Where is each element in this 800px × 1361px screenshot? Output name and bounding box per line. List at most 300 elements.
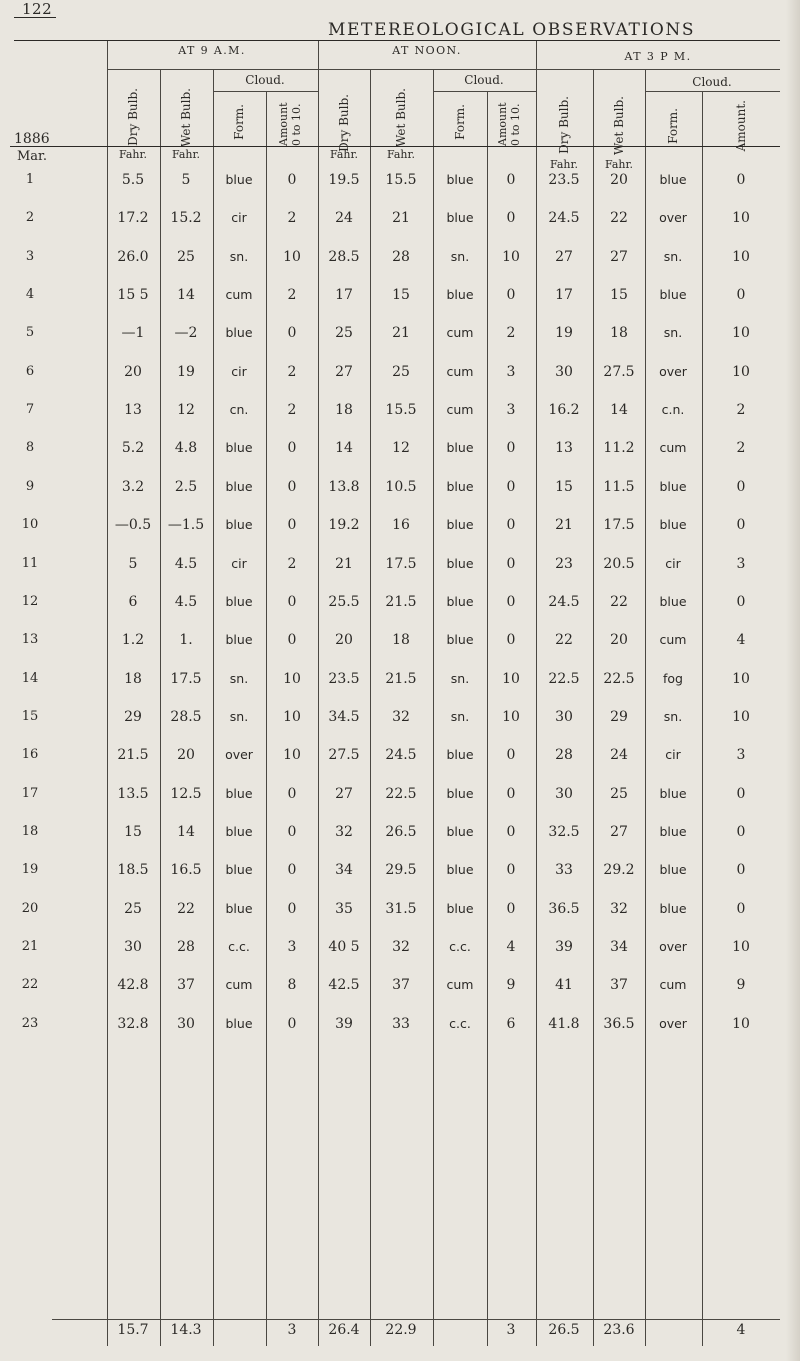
pm-form-cell: cum xyxy=(659,977,687,993)
pm-wet-bulb-cell: 20 xyxy=(610,632,628,649)
noon-dry-bulb-cell: 24 xyxy=(335,210,353,227)
am-dry-bulb-cell: 29 xyxy=(124,708,142,725)
am-wet-bulb-cell: 4.5 xyxy=(174,593,198,610)
table-row xyxy=(0,709,800,739)
noon-form-cell: cum xyxy=(446,402,474,418)
am-amount-cell: 10 xyxy=(283,248,301,265)
pm-dry-bulb-cell: 23 xyxy=(555,555,573,572)
am-form-cell: sn. xyxy=(229,670,249,686)
pm-dry-bulb-cell: 19 xyxy=(555,325,573,342)
pm-form-cell: over xyxy=(659,939,687,954)
day-cell: 5 xyxy=(25,325,35,341)
pm-amount-cell: 0 xyxy=(736,172,746,188)
pm-wet-bulb-cell: 34 xyxy=(610,939,628,955)
noon-form-cell: sn. xyxy=(450,708,470,724)
table-row xyxy=(0,210,800,240)
am-amount-cell: 0 xyxy=(287,900,297,917)
pm-form-cell: blue xyxy=(659,517,687,533)
noon-dry-bulb-cell: 39 xyxy=(335,1015,353,1032)
day-cell: 14 xyxy=(21,670,39,686)
noon-wet-bulb-cell: 25 xyxy=(392,363,410,380)
pm-form-cell: fog xyxy=(663,670,683,686)
header-amount-am: Amount 0 to 10. xyxy=(277,102,303,146)
am-amount-cell: 0 xyxy=(287,593,297,610)
noon-form-cell: blue xyxy=(446,555,474,571)
total-dry-noon: 26.4 xyxy=(328,1322,360,1338)
header-amount-noon: Amount 0 to 10. xyxy=(496,102,522,146)
noon-dry-bulb-cell: 13.8 xyxy=(328,478,360,495)
am-dry-bulb-cell: 32.8 xyxy=(117,1015,149,1032)
noon-wet-bulb-cell: 29.5 xyxy=(385,862,417,879)
pm-form-cell: sn. xyxy=(663,708,683,724)
noon-dry-bulb-cell: 18 xyxy=(335,402,353,419)
table-row xyxy=(0,747,800,777)
unit-wet-pm: Fahr. xyxy=(604,158,634,171)
am-wet-bulb-cell: 14 xyxy=(177,823,195,840)
am-amount-cell: 0 xyxy=(287,172,297,188)
noon-amount-cell: 0 xyxy=(506,862,516,879)
day-cell: 3 xyxy=(25,248,35,264)
pm-amount-cell: 10 xyxy=(732,670,750,687)
pm-wet-bulb-cell: 11.5 xyxy=(603,478,635,495)
am-wet-bulb-cell: 37 xyxy=(177,977,195,994)
header-dry-bulb-noon: Dry Bulb. xyxy=(337,94,351,152)
pm-dry-bulb-cell: 17 xyxy=(555,287,573,304)
am-amount-cell: 2 xyxy=(287,555,297,572)
totals-row xyxy=(0,1322,800,1346)
am-amount-cell: 3 xyxy=(287,939,297,955)
pm-dry-bulb-cell: 41 xyxy=(555,977,573,994)
am-dry-bulb-cell: 18.5 xyxy=(117,862,149,879)
noon-dry-bulb-cell: 19.5 xyxy=(328,172,360,188)
am-dry-bulb-cell: 15 5 xyxy=(117,287,149,304)
day-cell: 17 xyxy=(21,785,39,801)
am-amount-cell: 2 xyxy=(287,402,297,419)
noon-dry-bulb-cell: 27 xyxy=(335,785,353,802)
day-cell: 13 xyxy=(21,632,39,648)
am-dry-bulb-cell: —1 xyxy=(121,325,145,342)
table-row xyxy=(0,517,800,547)
table-row xyxy=(0,172,800,202)
pm-dry-bulb-cell: 30 xyxy=(555,363,573,380)
noon-dry-bulb-cell: 25 xyxy=(335,325,353,342)
noon-wet-bulb-cell: 15.5 xyxy=(385,172,417,188)
pm-dry-bulb-cell: 13 xyxy=(555,440,573,457)
noon-amount-cell: 0 xyxy=(506,785,516,802)
pm-wet-bulb-cell: 18 xyxy=(610,325,628,342)
year-label: 1886 xyxy=(14,131,50,147)
am-form-cell: blue xyxy=(225,325,253,341)
am-amount-cell: 0 xyxy=(287,440,297,457)
day-cell: 1 xyxy=(25,172,35,187)
unit-wet-noon: Fahr. xyxy=(386,148,416,161)
noon-amount-cell: 0 xyxy=(506,287,516,304)
am-form-cell: blue xyxy=(225,823,253,839)
noon-form-cell: blue xyxy=(446,785,474,801)
pm-wet-bulb-cell: 17.5 xyxy=(603,517,635,534)
am-dry-bulb-cell: 13 xyxy=(124,402,142,419)
table-row xyxy=(0,977,800,1007)
pm-form-cell: blue xyxy=(659,900,687,916)
am-wet-bulb-cell: 5 xyxy=(181,172,191,188)
header-form-noon: Form. xyxy=(453,104,467,140)
table-row xyxy=(0,901,800,931)
pm-amount-cell: 0 xyxy=(736,478,746,495)
am-amount-cell: 0 xyxy=(287,862,297,879)
pm-dry-bulb-cell: 41.8 xyxy=(548,1015,580,1032)
table-row xyxy=(0,249,800,279)
total-amount-noon: 3 xyxy=(506,1322,516,1338)
pm-amount-cell: 0 xyxy=(736,900,746,917)
pm-amount-cell: 10 xyxy=(732,210,750,227)
am-dry-bulb-cell: 5.2 xyxy=(121,440,145,457)
day-cell: 23 xyxy=(21,1015,39,1031)
unit-dry-noon: Fahr. xyxy=(329,148,359,161)
pm-form-cell: blue xyxy=(659,172,687,187)
am-dry-bulb-cell: 5 xyxy=(128,555,138,572)
am-wet-bulb-cell: —1.5 xyxy=(167,517,205,534)
pm-amount-cell: 2 xyxy=(736,440,746,457)
pm-amount-cell: 0 xyxy=(736,593,746,610)
am-form-cell: blue xyxy=(225,172,253,187)
pm-amount-cell: 10 xyxy=(732,248,750,265)
am-wet-bulb-cell: 1. xyxy=(179,632,193,649)
header-wet-bulb-pm: Wet Bulb. xyxy=(612,96,626,155)
group-label-pm: AT 3 P M. xyxy=(624,50,692,63)
cloud-header-rule xyxy=(213,91,318,92)
am-wet-bulb-cell: 19 xyxy=(177,363,195,380)
noon-wet-bulb-cell: 21 xyxy=(392,210,410,227)
day-cell: 6 xyxy=(25,363,35,379)
pm-wet-bulb-cell: 29 xyxy=(610,708,628,725)
noon-amount-cell: 0 xyxy=(506,593,516,610)
pm-form-cell: sn. xyxy=(663,325,683,341)
noon-amount-cell: 0 xyxy=(506,823,516,840)
table-row xyxy=(0,632,800,662)
page-edge-shadow xyxy=(786,0,800,1361)
pm-amount-cell: 10 xyxy=(732,325,750,342)
pm-wet-bulb-cell: 32 xyxy=(610,900,628,917)
am-dry-bulb-cell: 30 xyxy=(124,939,142,955)
pm-wet-bulb-cell: 11.2 xyxy=(603,440,635,457)
pm-dry-bulb-cell: 36.5 xyxy=(548,900,580,917)
total-dry-am: 15.7 xyxy=(117,1322,149,1338)
am-wet-bulb-cell: 2.5 xyxy=(174,478,198,495)
cloud-header-rule xyxy=(433,91,536,92)
noon-amount-cell: 0 xyxy=(506,555,516,572)
pm-form-cell: c.n. xyxy=(661,402,685,418)
noon-amount-cell: 10 xyxy=(502,708,520,725)
noon-amount-cell: 3 xyxy=(506,402,516,419)
am-amount-cell: 0 xyxy=(287,517,297,534)
pm-wet-bulb-cell: 24 xyxy=(610,747,628,764)
noon-form-cell: cum xyxy=(446,977,474,993)
noon-form-cell: cum xyxy=(446,325,474,341)
am-wet-bulb-cell: 25 xyxy=(177,248,195,265)
am-dry-bulb-cell: 42.8 xyxy=(117,977,149,994)
am-wet-bulb-cell: 30 xyxy=(177,1015,195,1032)
am-amount-cell: 10 xyxy=(283,670,301,687)
am-amount-cell: 0 xyxy=(287,632,297,649)
pm-form-cell: over xyxy=(659,363,687,379)
am-dry-bulb-cell: 26.0 xyxy=(117,248,149,265)
noon-amount-cell: 10 xyxy=(502,248,520,265)
day-cell: 22 xyxy=(21,977,39,993)
noon-dry-bulb-cell: 34.5 xyxy=(328,708,360,725)
pm-form-cell: cum xyxy=(659,632,687,648)
table-row xyxy=(0,287,800,317)
noon-amount-cell: 0 xyxy=(506,747,516,764)
noon-form-cell: blue xyxy=(446,287,474,303)
pm-amount-cell: 10 xyxy=(732,1015,750,1032)
noon-wet-bulb-cell: 24.5 xyxy=(385,747,417,764)
am-wet-bulb-cell: 12 xyxy=(177,402,195,419)
noon-dry-bulb-cell: 32 xyxy=(335,823,353,840)
am-dry-bulb-cell: —0.5 xyxy=(114,517,152,534)
pm-form-cell: cir xyxy=(665,555,681,571)
noon-dry-bulb-cell: 14 xyxy=(335,440,353,457)
pm-amount-cell: 10 xyxy=(732,363,750,380)
am-wet-bulb-cell: 4.8 xyxy=(174,440,198,457)
pm-dry-bulb-cell: 15 xyxy=(555,478,573,495)
pm-dry-bulb-cell: 27 xyxy=(555,248,573,265)
table-row xyxy=(0,824,800,854)
pm-form-cell: blue xyxy=(659,862,687,878)
day-cell: 18 xyxy=(21,823,39,839)
pm-wet-bulb-cell: 15 xyxy=(610,287,628,304)
noon-dry-bulb-cell: 19.2 xyxy=(328,517,360,534)
am-dry-bulb-cell: 25 xyxy=(124,900,142,917)
pm-dry-bulb-cell: 16.2 xyxy=(548,402,580,419)
noon-amount-cell: 4 xyxy=(506,939,516,955)
unit-dry-am: Fahr. xyxy=(118,148,148,161)
noon-wet-bulb-cell: 15 xyxy=(392,287,410,304)
group-label-am: AT 9 A.M. xyxy=(178,44,246,57)
pm-amount-cell: 0 xyxy=(736,862,746,879)
noon-form-cell: cum xyxy=(446,363,474,379)
am-wet-bulb-cell: 15.2 xyxy=(170,210,202,227)
day-cell: 19 xyxy=(21,862,39,878)
am-form-cell: blue xyxy=(225,785,253,801)
am-amount-cell: 10 xyxy=(283,708,301,725)
noon-form-cell: blue xyxy=(446,900,474,916)
cloud-label-noon: Cloud. xyxy=(464,73,504,87)
pm-wet-bulb-cell: 27 xyxy=(610,823,628,840)
noon-wet-bulb-cell: 12 xyxy=(392,440,410,457)
day-cell: 12 xyxy=(21,593,39,609)
noon-dry-bulb-cell: 17 xyxy=(335,287,353,304)
table-row xyxy=(0,862,800,892)
pm-wet-bulb-cell: 25 xyxy=(610,785,628,802)
noon-form-cell: blue xyxy=(446,517,474,533)
pm-amount-cell: 10 xyxy=(732,939,750,955)
noon-form-cell: blue xyxy=(446,478,474,494)
header-form-am: Form. xyxy=(232,104,246,140)
noon-dry-bulb-cell: 27.5 xyxy=(328,747,360,764)
day-cell: 16 xyxy=(21,747,39,763)
am-form-cell: over xyxy=(225,747,253,763)
cloud-label-am: Cloud. xyxy=(245,73,285,87)
noon-wet-bulb-cell: 22.5 xyxy=(385,785,417,802)
noon-dry-bulb-cell: 40 5 xyxy=(328,939,360,955)
noon-wet-bulb-cell: 32 xyxy=(392,708,410,725)
noon-form-cell: sn. xyxy=(450,670,470,686)
table-row xyxy=(0,364,800,394)
noon-wet-bulb-cell: 32 xyxy=(392,939,410,955)
am-amount-cell: 2 xyxy=(287,363,297,380)
am-wet-bulb-cell: 28.5 xyxy=(170,708,202,725)
noon-amount-cell: 10 xyxy=(502,670,520,687)
header-dry-bulb-am: Dry Bulb. xyxy=(126,88,140,146)
am-wet-bulb-cell: 28 xyxy=(177,939,195,955)
day-cell: 9 xyxy=(25,478,35,494)
am-form-cell: blue xyxy=(225,1015,253,1031)
am-dry-bulb-cell: 1.2 xyxy=(121,632,145,649)
noon-wet-bulb-cell: 17.5 xyxy=(385,555,417,572)
pm-amount-cell: 3 xyxy=(736,747,746,764)
noon-form-cell: blue xyxy=(446,823,474,839)
pm-form-cell: blue xyxy=(659,823,687,839)
am-form-cell: blue xyxy=(225,478,253,494)
noon-dry-bulb-cell: 27 xyxy=(335,363,353,380)
noon-dry-bulb-cell: 23.5 xyxy=(328,670,360,687)
day-cell: 7 xyxy=(25,402,35,418)
am-form-cell: sn. xyxy=(229,248,249,264)
noon-form-cell: blue xyxy=(446,172,474,187)
noon-amount-cell: 9 xyxy=(506,977,516,994)
totals-rule xyxy=(52,1319,780,1320)
day-cell: 2 xyxy=(25,210,35,226)
am-dry-bulb-cell: 5.5 xyxy=(121,172,145,188)
pm-amount-cell: 2 xyxy=(736,402,746,419)
table-row xyxy=(0,402,800,432)
am-dry-bulb-cell: 20 xyxy=(124,363,142,380)
am-form-cell: cir xyxy=(231,363,247,379)
day-cell: 15 xyxy=(21,708,39,724)
noon-amount-cell: 0 xyxy=(506,900,516,917)
group-header-rule xyxy=(107,69,780,70)
noon-wet-bulb-cell: 31.5 xyxy=(385,900,417,917)
am-amount-cell: 0 xyxy=(287,823,297,840)
noon-wet-bulb-cell: 28 xyxy=(392,248,410,265)
noon-form-cell: blue xyxy=(446,593,474,609)
pm-dry-bulb-cell: 39 xyxy=(555,939,573,955)
day-cell: 8 xyxy=(25,440,35,456)
noon-amount-cell: 0 xyxy=(506,172,516,188)
am-form-cell: blue xyxy=(225,900,253,916)
noon-form-cell: blue xyxy=(446,440,474,456)
noon-amount-cell: 0 xyxy=(506,440,516,457)
noon-amount-cell: 3 xyxy=(506,363,516,380)
pm-wet-bulb-cell: 37 xyxy=(610,977,628,994)
noon-wet-bulb-cell: 21.5 xyxy=(385,593,417,610)
noon-wet-bulb-cell: 15.5 xyxy=(385,402,417,419)
day-cell: 20 xyxy=(21,900,39,916)
pm-dry-bulb-cell: 22 xyxy=(555,632,573,649)
am-amount-cell: 0 xyxy=(287,325,297,342)
am-amount-cell: 8 xyxy=(287,977,297,994)
am-form-cell: cir xyxy=(231,555,247,571)
noon-form-cell: c.c. xyxy=(449,1015,471,1031)
table-row xyxy=(0,939,800,969)
noon-wet-bulb-cell: 21.5 xyxy=(385,670,417,687)
noon-wet-bulb-cell: 21 xyxy=(392,325,410,342)
header-wet-bulb-noon: Wet Bulb. xyxy=(394,88,408,147)
pm-form-cell: blue xyxy=(659,593,687,609)
noon-form-cell: c.c. xyxy=(449,939,471,954)
am-wet-bulb-cell: 16.5 xyxy=(170,862,202,879)
am-wet-bulb-cell: 17.5 xyxy=(170,670,202,687)
am-dry-bulb-cell: 6 xyxy=(128,593,138,610)
am-dry-bulb-cell: 17.2 xyxy=(117,210,149,227)
unit-dry-pm: Fahr. xyxy=(549,158,579,171)
header-dry-bulb-pm: Dry Bulb. xyxy=(557,96,571,154)
am-wet-bulb-cell: 12.5 xyxy=(170,785,202,802)
pm-form-cell: over xyxy=(659,1015,687,1031)
pm-amount-cell: 0 xyxy=(736,823,746,840)
noon-form-cell: blue xyxy=(446,632,474,648)
pm-dry-bulb-cell: 32.5 xyxy=(548,823,580,840)
noon-wet-bulb-cell: 10.5 xyxy=(385,478,417,495)
table-row xyxy=(0,594,800,624)
total-amount-pm: 4 xyxy=(736,1322,746,1338)
total-dry-pm: 26.5 xyxy=(548,1322,580,1338)
am-form-cell: sn. xyxy=(229,708,249,724)
am-form-cell: blue xyxy=(225,862,253,878)
am-wet-bulb-cell: 4.5 xyxy=(174,555,198,572)
total-amount-am: 3 xyxy=(287,1322,297,1338)
unit-wet-am: Fahr. xyxy=(171,148,201,161)
noon-form-cell: blue xyxy=(446,862,474,878)
table-row xyxy=(0,325,800,355)
noon-amount-cell: 0 xyxy=(506,517,516,534)
pm-amount-cell: 4 xyxy=(736,632,746,649)
pm-wet-bulb-cell: 22 xyxy=(610,210,628,227)
noon-amount-cell: 0 xyxy=(506,210,516,227)
day-cell: 11 xyxy=(21,555,39,571)
pm-wet-bulb-cell: 27.5 xyxy=(603,363,635,380)
header-form-pm: Form. xyxy=(666,108,680,144)
noon-amount-cell: 6 xyxy=(506,1015,516,1032)
pm-wet-bulb-cell: 22.5 xyxy=(603,670,635,687)
am-amount-cell: 10 xyxy=(283,747,301,764)
month-label: Mar. xyxy=(17,149,47,164)
noon-wet-bulb-cell: 33 xyxy=(392,1015,410,1032)
am-wet-bulb-cell: —2 xyxy=(174,325,198,342)
noon-wet-bulb-cell: 26.5 xyxy=(385,823,417,840)
noon-amount-cell: 0 xyxy=(506,478,516,495)
table-row xyxy=(0,479,800,509)
total-wet-noon: 22.9 xyxy=(385,1322,417,1338)
pm-wet-bulb-cell: 29.2 xyxy=(603,862,635,879)
pm-form-cell: blue xyxy=(659,478,687,494)
noon-wet-bulb-cell: 37 xyxy=(392,977,410,994)
pm-wet-bulb-cell: 22 xyxy=(610,593,628,610)
pm-amount-cell: 0 xyxy=(736,287,746,304)
cloud-label-pm: Cloud. xyxy=(692,75,732,89)
noon-dry-bulb-cell: 34 xyxy=(335,862,353,879)
pm-form-cell: cir xyxy=(665,747,681,763)
group-label-noon: AT NOON. xyxy=(392,44,462,57)
pm-form-cell: cum xyxy=(659,440,687,456)
pm-wet-bulb-cell: 14 xyxy=(610,402,628,419)
noon-wet-bulb-cell: 16 xyxy=(392,517,410,534)
am-dry-bulb-cell: 18 xyxy=(124,670,142,687)
page-number: 122 xyxy=(22,0,53,18)
am-dry-bulb-cell: 15 xyxy=(124,823,142,840)
noon-dry-bulb-cell: 21 xyxy=(335,555,353,572)
am-amount-cell: 0 xyxy=(287,1015,297,1032)
